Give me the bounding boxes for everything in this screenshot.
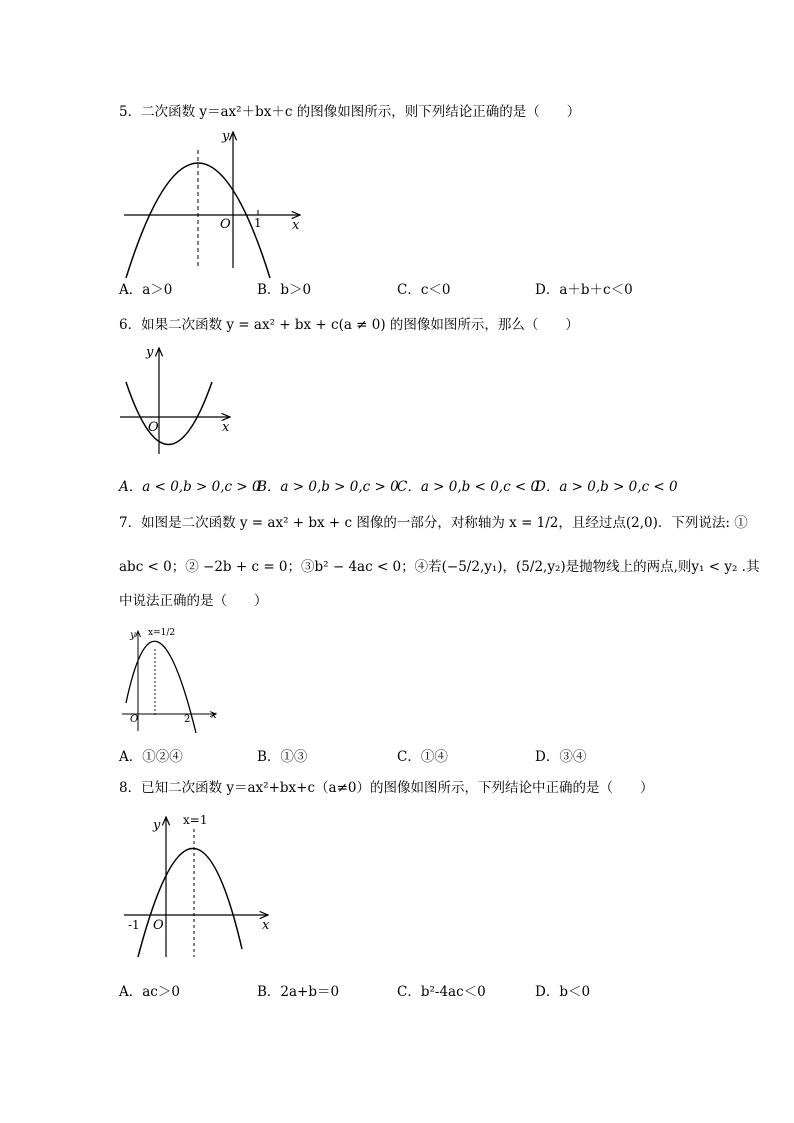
q6-stem: 6．如果二次函数 y = ax² + bx + c(a ≠ 0) 的图像如图所示，那么（ ） bbox=[119, 317, 579, 333]
q8-option-a[interactable]: A．ac＞0 bbox=[119, 984, 180, 1000]
q5-y-label: y bbox=[222, 129, 230, 144]
q8-tick-neg-one-label: -1 bbox=[128, 918, 140, 932]
q7-axis-label: x=1/2 bbox=[148, 628, 176, 638]
q8-stem: 8．已知二次函数 y＝ax²+bx+c（a≠0）的图像如图所示，下列结论中正确的是（ ） bbox=[119, 780, 654, 796]
q5-x-label: x bbox=[292, 218, 300, 233]
q8-y-label: y bbox=[153, 818, 161, 833]
q7-option-a[interactable]: A．①②④ bbox=[119, 749, 183, 765]
q5-tick-one-label: 1 bbox=[254, 216, 262, 230]
q6-option-d[interactable]: D．a > 0,b > 0,c < 0 bbox=[535, 479, 678, 495]
q6-y-label: y bbox=[146, 345, 154, 360]
q5-option-b[interactable]: B．b＞0 bbox=[257, 282, 312, 298]
q7-option-c[interactable]: C．①④ bbox=[397, 749, 448, 765]
q7-stem-line3: 中说法正确的是（ ） bbox=[119, 593, 268, 609]
q6-option-b[interactable]: B．a > 0,b > 0,c > 0 bbox=[257, 479, 399, 495]
q8-figure bbox=[118, 809, 288, 969]
q8-parabola bbox=[138, 848, 242, 957]
q7-y-label: y bbox=[130, 630, 136, 641]
q5-origin-label: O bbox=[220, 217, 231, 232]
q7-stem-line2: abc < 0；② −2b + c = 0；③b² − 4ac < 0；④若(−5/2,y₁)，(5/2,y₂)是抛物线上的两点,则y₁ < y₂ .其 bbox=[119, 559, 760, 575]
q7-stem-line1: 7．如图是二次函数 y = ax² + bx + c 图像的一部分，对称轴为 x = 1/2，且经过点(2,0)．下列说法: ① bbox=[119, 515, 748, 531]
q8-option-b[interactable]: B．2a+b＝0 bbox=[257, 984, 340, 1000]
q7-tick-two-label: 2 bbox=[184, 714, 191, 725]
q5-option-c[interactable]: C．c＜0 bbox=[397, 282, 451, 298]
q6-option-a[interactable]: A．a < 0,b > 0,c > 0 bbox=[119, 479, 261, 495]
q5-option-a[interactable]: A．a＞0 bbox=[119, 282, 173, 298]
q8-axis-label: x=1 bbox=[183, 813, 208, 827]
q6-parabola bbox=[126, 382, 212, 445]
q6-figure bbox=[118, 342, 248, 467]
q7-option-d[interactable]: D．③④ bbox=[535, 749, 587, 765]
q5-figure bbox=[118, 128, 318, 278]
q6-x-label: x bbox=[222, 420, 230, 435]
q5-stem: 5．二次函数 y＝ax²＋bx＋c 的图像如图所示，则下列结论正确的是（ ） bbox=[119, 104, 581, 120]
q5-option-d[interactable]: D．a＋b＋c＜0 bbox=[535, 282, 633, 298]
q8-option-c[interactable]: C．b²-4ac＜0 bbox=[397, 984, 486, 1000]
q6-origin-label: O bbox=[148, 420, 159, 435]
q7-figure bbox=[118, 621, 228, 736]
q8-option-d[interactable]: D．b＜0 bbox=[535, 984, 591, 1000]
q7-origin-label: O bbox=[130, 714, 139, 725]
q8-x-label: x bbox=[262, 918, 270, 933]
q6-option-c[interactable]: C．a > 0,b < 0,c < 0 bbox=[397, 479, 540, 495]
q7-option-b[interactable]: B．①③ bbox=[257, 749, 308, 765]
q8-origin-label: O bbox=[153, 918, 164, 933]
q7-x-label: x bbox=[211, 710, 217, 721]
